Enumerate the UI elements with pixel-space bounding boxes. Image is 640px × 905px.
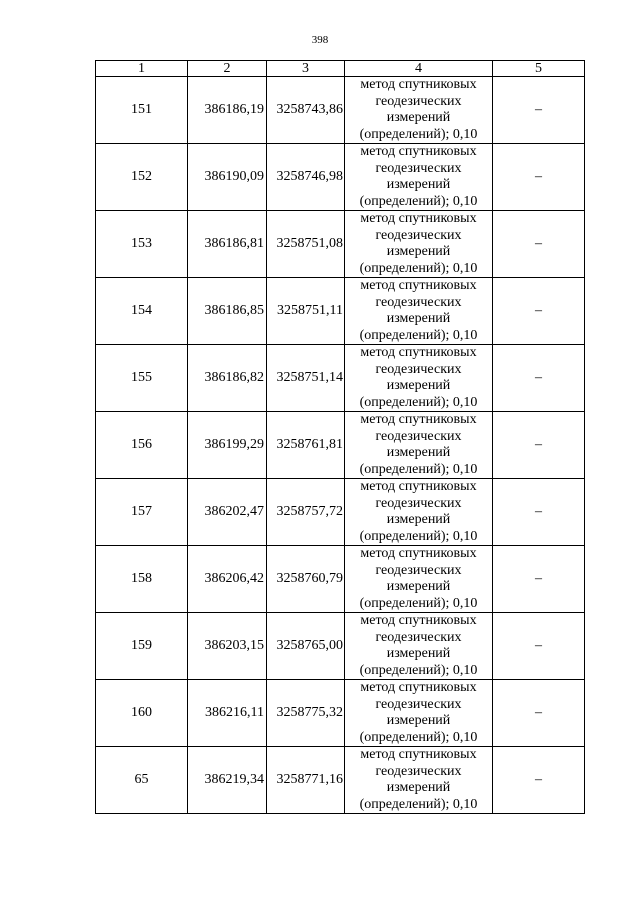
method-text-line: геодезических bbox=[375, 93, 462, 109]
method-text-line: (определений); 0,10 bbox=[359, 260, 478, 276]
method-cell bbox=[345, 211, 493, 278]
point-number-cell: 154 bbox=[96, 278, 188, 345]
x-coordinate-cell: 386203,15 bbox=[188, 613, 267, 680]
note-cell: – bbox=[493, 747, 585, 814]
method-text-line: (определений); 0,10 bbox=[359, 461, 478, 477]
method-text-line: измерений bbox=[386, 646, 451, 661]
method-cell bbox=[345, 613, 493, 680]
method-text-line: геодезических bbox=[375, 160, 462, 176]
method-text-line: (определений); 0,10 bbox=[359, 528, 478, 544]
method-text-line: (определений); 0,10 bbox=[359, 662, 478, 678]
y-coordinate-cell: 3258746,98 bbox=[267, 144, 345, 211]
point-number-cell: 158 bbox=[96, 546, 188, 613]
y-coordinate-cell: 3258765,00 bbox=[267, 613, 345, 680]
method-text-line: измерений bbox=[386, 177, 451, 192]
method-text-line: геодезических bbox=[375, 227, 462, 243]
method-cell bbox=[345, 747, 493, 814]
method-text-line: измерений bbox=[386, 311, 451, 326]
method-text-line: метод спутниковых bbox=[360, 144, 477, 159]
table-row bbox=[96, 77, 585, 144]
point-number-cell: 153 bbox=[96, 211, 188, 278]
method-cell bbox=[345, 77, 493, 144]
point-number-cell: 65 bbox=[96, 747, 188, 814]
table-row bbox=[96, 680, 585, 747]
method-text-line: геодезических bbox=[375, 361, 462, 377]
y-coordinate-cell: 3258761,81 bbox=[267, 412, 345, 479]
method-text-line: метод спутниковых bbox=[360, 680, 477, 695]
x-coordinate-cell: 386186,81 bbox=[188, 211, 267, 278]
method-text-line: геодезических bbox=[375, 294, 462, 310]
x-coordinate-cell: 386186,85 bbox=[188, 278, 267, 345]
header-col-4: 4 bbox=[345, 61, 493, 77]
method-text-line: (определений); 0,10 bbox=[359, 193, 478, 209]
method-text-line: (определений); 0,10 bbox=[359, 595, 478, 611]
method-text-line: измерений bbox=[386, 579, 451, 594]
table-row bbox=[96, 747, 585, 814]
note-cell: – bbox=[493, 546, 585, 613]
method-cell bbox=[345, 345, 493, 412]
header-col-5: 5 bbox=[493, 61, 585, 77]
point-number-cell: 160 bbox=[96, 680, 188, 747]
method-cell bbox=[345, 546, 493, 613]
x-coordinate-cell: 386190,09 bbox=[188, 144, 267, 211]
note-cell: – bbox=[493, 680, 585, 747]
method-cell bbox=[345, 278, 493, 345]
coordinates-table bbox=[95, 60, 585, 814]
note-cell: – bbox=[493, 77, 585, 144]
method-text-line: (определений); 0,10 bbox=[359, 126, 478, 142]
point-number-cell: 151 bbox=[96, 77, 188, 144]
table-row bbox=[96, 345, 585, 412]
method-cell bbox=[345, 479, 493, 546]
y-coordinate-cell: 3258751,08 bbox=[267, 211, 345, 278]
y-coordinate-cell: 3258751,14 bbox=[267, 345, 345, 412]
y-coordinate-cell: 3258771,16 bbox=[267, 747, 345, 814]
method-text-line: метод спутниковых bbox=[360, 278, 477, 293]
note-cell: – bbox=[493, 479, 585, 546]
note-cell: – bbox=[493, 278, 585, 345]
point-number-cell: 152 bbox=[96, 144, 188, 211]
note-cell: – bbox=[493, 412, 585, 479]
y-coordinate-cell: 3258760,79 bbox=[267, 546, 345, 613]
table-body bbox=[96, 77, 585, 814]
y-coordinate-cell: 3258751,11 bbox=[267, 278, 345, 345]
method-text-line: метод спутниковых bbox=[360, 613, 477, 628]
method-cell bbox=[345, 144, 493, 211]
y-coordinate-cell: 3258743,86 bbox=[267, 77, 345, 144]
method-text-line: измерений bbox=[386, 512, 451, 527]
method-text-line: геодезических bbox=[375, 495, 462, 511]
x-coordinate-cell: 386186,82 bbox=[188, 345, 267, 412]
note-cell: – bbox=[493, 144, 585, 211]
method-text-line: геодезических bbox=[375, 629, 462, 645]
method-text-line: измерений bbox=[386, 110, 451, 125]
method-text-line: (определений); 0,10 bbox=[359, 394, 478, 410]
note-cell: – bbox=[493, 613, 585, 680]
method-text-line: измерений bbox=[386, 378, 451, 393]
header-col-2: 2 bbox=[188, 61, 267, 77]
header-col-1: 1 bbox=[96, 61, 188, 77]
method-text-line: метод спутниковых bbox=[360, 546, 477, 561]
method-text-line: метод спутниковых bbox=[360, 77, 477, 92]
x-coordinate-cell: 386219,34 bbox=[188, 747, 267, 814]
point-number-cell: 155 bbox=[96, 345, 188, 412]
page-number: 398 bbox=[311, 34, 329, 46]
method-text-line: измерений bbox=[386, 445, 451, 460]
header-row bbox=[96, 61, 585, 77]
method-text-line: метод спутниковых bbox=[360, 479, 477, 494]
method-text-line: (определений); 0,10 bbox=[359, 796, 478, 812]
point-number-cell: 159 bbox=[96, 613, 188, 680]
table-row bbox=[96, 412, 585, 479]
x-coordinate-cell: 386199,29 bbox=[188, 412, 267, 479]
method-text-line: геодезических bbox=[375, 696, 462, 712]
table-row bbox=[96, 144, 585, 211]
table-row bbox=[96, 546, 585, 613]
method-text-line: метод спутниковых bbox=[360, 211, 477, 226]
method-text-line: измерений bbox=[386, 244, 451, 259]
method-text-line: геодезических bbox=[375, 562, 462, 578]
method-text-line: (определений); 0,10 bbox=[359, 327, 478, 343]
method-text-line: метод спутниковых bbox=[360, 747, 477, 762]
method-text-line: геодезических bbox=[375, 428, 462, 444]
method-text-line: измерений bbox=[386, 713, 451, 728]
note-cell: – bbox=[493, 345, 585, 412]
x-coordinate-cell: 386206,42 bbox=[188, 546, 267, 613]
header-col-3: 3 bbox=[267, 61, 345, 77]
table-row bbox=[96, 278, 585, 345]
method-cell bbox=[345, 680, 493, 747]
table-row bbox=[96, 613, 585, 680]
point-number-cell: 156 bbox=[96, 412, 188, 479]
x-coordinate-cell: 386186,19 bbox=[188, 77, 267, 144]
y-coordinate-cell: 3258775,32 bbox=[267, 680, 345, 747]
method-text-line: (определений); 0,10 bbox=[359, 729, 478, 745]
x-coordinate-cell: 386216,11 bbox=[188, 680, 267, 747]
x-coordinate-cell: 386202,47 bbox=[188, 479, 267, 546]
y-coordinate-cell: 3258757,72 bbox=[267, 479, 345, 546]
method-text-line: метод спутниковых bbox=[360, 345, 477, 360]
method-text-line: метод спутниковых bbox=[360, 412, 477, 427]
method-text-line: измерений bbox=[386, 780, 451, 795]
note-cell: – bbox=[493, 211, 585, 278]
method-cell bbox=[345, 412, 493, 479]
table-row bbox=[96, 479, 585, 546]
table-header bbox=[96, 61, 585, 77]
method-text-line: геодезических bbox=[375, 763, 462, 779]
point-number-cell: 157 bbox=[96, 479, 188, 546]
table-row bbox=[96, 211, 585, 278]
